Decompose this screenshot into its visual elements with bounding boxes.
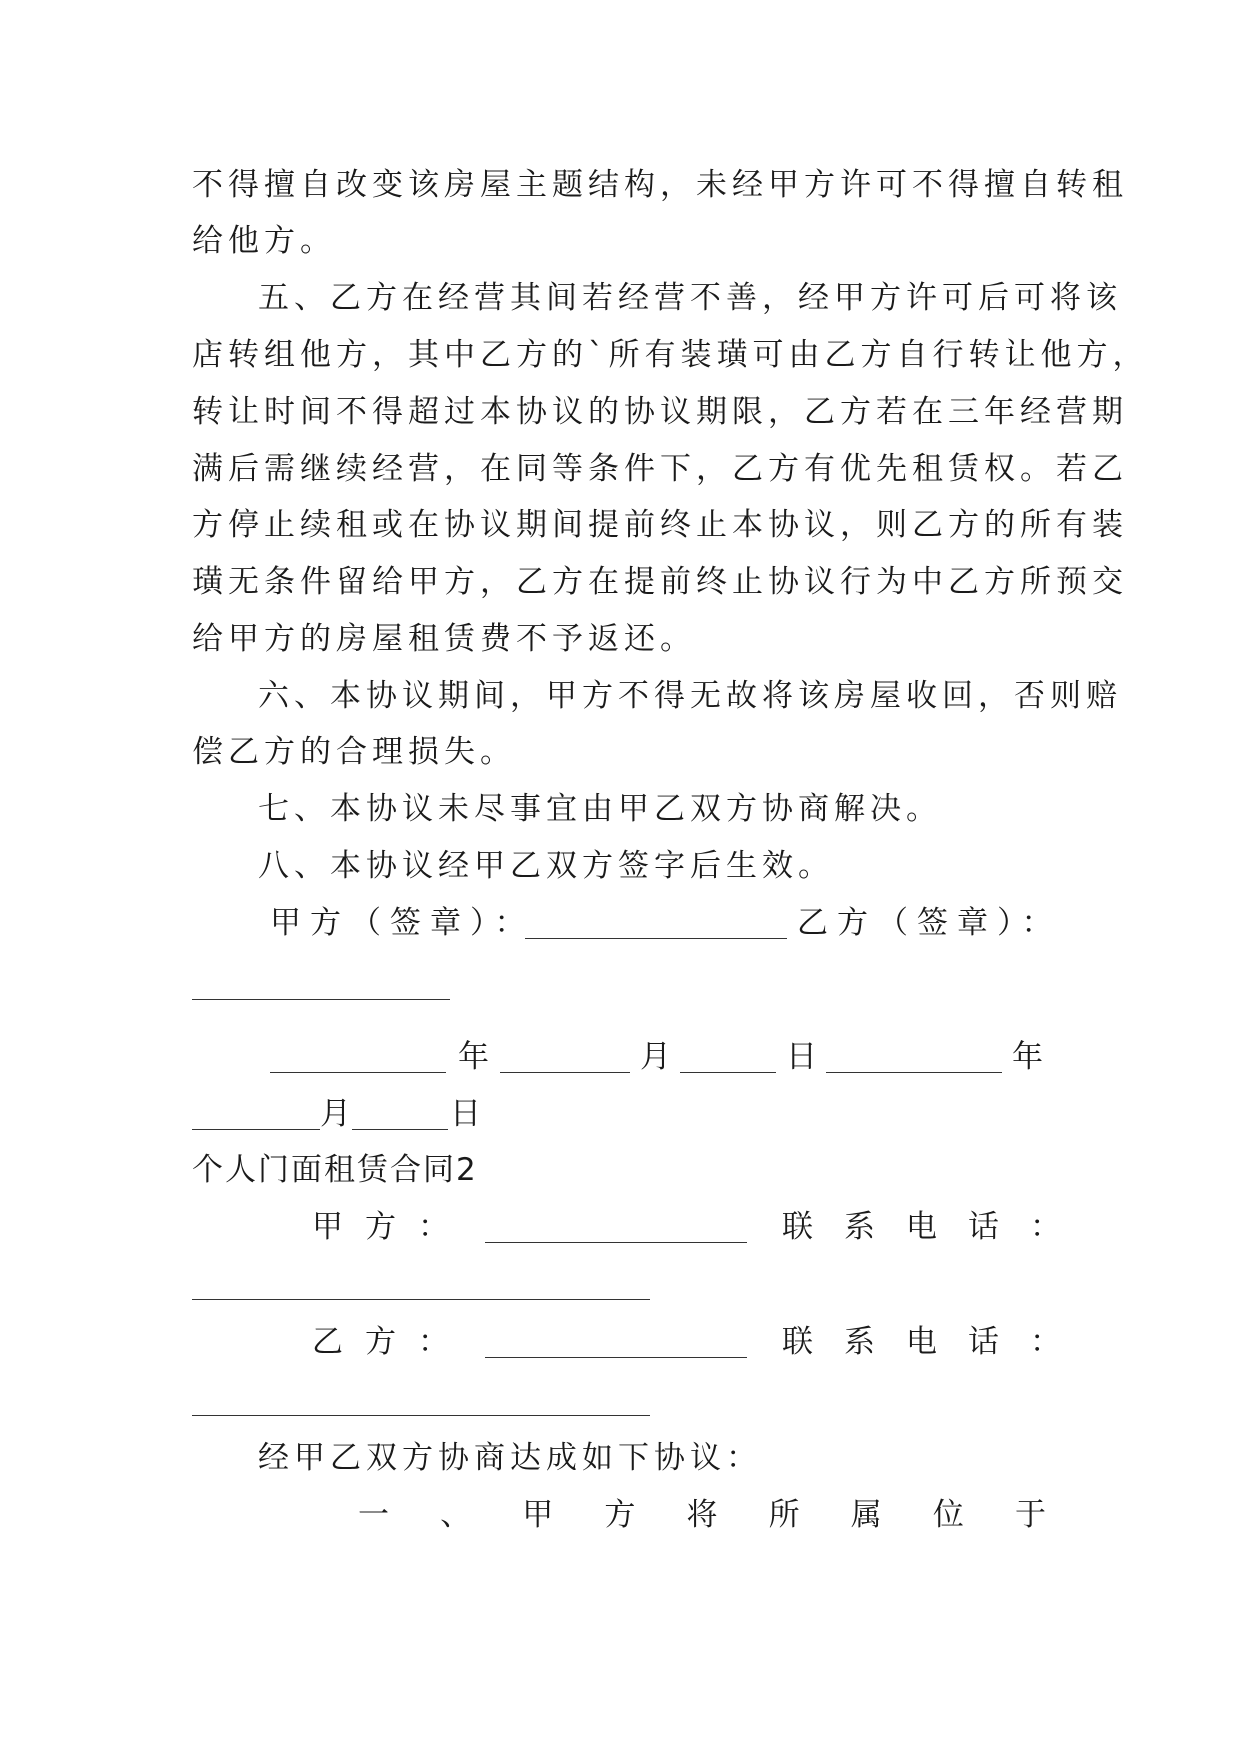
party-a-signature-label: 甲方（签章）： [270, 905, 535, 941]
clause-char: 所 [768, 1497, 800, 1533]
contract-2-clause-1-start [358, 1493, 1046, 1537]
contract-2-intro: 经甲乙双方协商达成如下协议： [258, 1440, 762, 1476]
contract-2-title: 个人门面租赁合同2 [192, 1152, 478, 1188]
clause-5-line: 店转组他方，其中乙方的`所有装璜可由乙方自行转让他方， [192, 337, 1149, 373]
date-month-b-blank[interactable] [192, 1092, 320, 1136]
paragraph-line: 给他方。 [192, 223, 336, 259]
date-day-b-blank[interactable] [352, 1092, 448, 1136]
date-year-a-blank[interactable] [270, 1035, 446, 1079]
date-year-b-label: 年 [1012, 1039, 1043, 1075]
contract-2-party-a-phone-label: 联系电话： [782, 1209, 1092, 1245]
clause-char: 位 [932, 1497, 964, 1533]
clause-5-line: 满后需继续经营，在同等条件下，乙方有优先租赁权。若乙 [192, 451, 1128, 487]
date-day-a-label: 日 [786, 1039, 817, 1075]
date-day-b-label: 日 [450, 1096, 481, 1132]
clause-char: 将 [686, 1497, 718, 1533]
contract-2-party-b-label: 乙方： [312, 1324, 471, 1360]
clause-5-line: 转让时间不得超过本协议的协议期限，乙方若在三年经营期 [192, 394, 1128, 430]
clause-char: 于 [1015, 1497, 1046, 1533]
date-year-b-blank[interactable] [826, 1035, 1002, 1079]
contract-2-party-b-phone-blank[interactable] [192, 1378, 650, 1422]
clause-char: 属 [850, 1497, 882, 1533]
date-month-a-blank[interactable] [500, 1035, 630, 1079]
date-year-a-label: 年 [458, 1039, 489, 1075]
clause-5-line: 璜无条件留给甲方，乙方在提前终止协议行为中乙方所预交 [192, 564, 1128, 600]
date-day-a-blank[interactable] [680, 1035, 776, 1079]
date-month-a-label: 月 [640, 1039, 671, 1075]
clause-6-line: 偿乙方的合理损失。 [192, 734, 516, 770]
clause-5-line: 五、乙方在经营其间若经营不善，经甲方许可后可将该 [258, 280, 1122, 316]
contract-2-party-a-label: 甲方： [312, 1209, 471, 1245]
party-b-signature-label: 乙方（签章）： [797, 905, 1062, 941]
contract-2-party-b-blank[interactable] [485, 1320, 747, 1364]
clause-5-line: 方停止续租或在协议期间提前终止本协议，则乙方的所有装 [192, 507, 1128, 543]
contract-2-party-a-blank[interactable] [485, 1205, 747, 1249]
clause-7: 七、本协议未尽事宜由甲乙双方协商解决。 [258, 791, 942, 827]
clause-char: 甲 [522, 1497, 554, 1533]
party-b-signature-blank[interactable] [192, 962, 452, 1006]
contract-2-party-b-phone-label: 联系电话： [782, 1324, 1092, 1360]
clause-char: 方 [604, 1497, 636, 1533]
party-a-signature-blank[interactable] [525, 901, 787, 945]
clause-8: 八、本协议经甲乙双方签字后生效。 [258, 848, 834, 884]
clause-6-line: 六、本协议期间，甲方不得无故将该房屋收回，否则赔 [258, 678, 1122, 714]
clause-5-line: 给甲方的房屋租赁费不予返还。 [192, 621, 696, 657]
clause-char: 、 [440, 1497, 472, 1533]
paragraph-line: 不得擅自改变该房屋主题结构，未经甲方许可不得擅自转租 [192, 167, 1128, 203]
clause-char: 一 [358, 1497, 389, 1533]
contract-2-party-a-phone-blank[interactable] [192, 1262, 650, 1306]
date-month-b-label: 月 [320, 1096, 351, 1132]
